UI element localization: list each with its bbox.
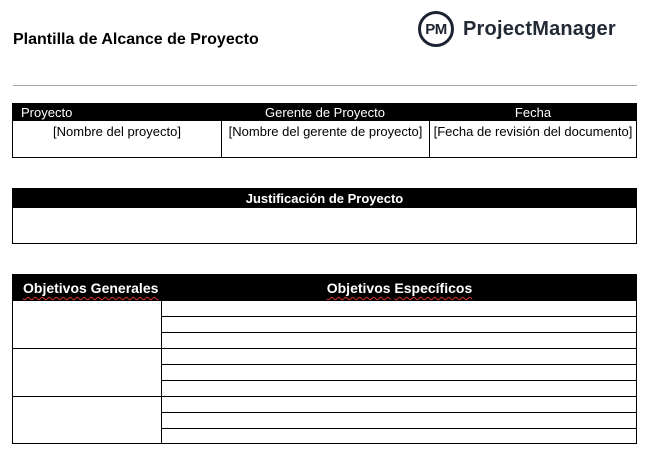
general-objective-cell[interactable] [13,349,161,396]
header-date: Fecha [514,105,552,120]
row-divider [161,332,637,333]
specific-objective-cell[interactable] [162,413,637,428]
project-info-table [12,103,637,158]
header-general-objectives: Objetivos Generales [23,280,159,296]
header-specific-objectives-prefix: Objetivos [326,280,391,296]
row-divider [161,380,637,381]
objectives-table [12,274,637,444]
revision-date-cell[interactable]: [Fecha de revisión del documento] [429,121,636,157]
row-divider [161,428,637,429]
page-title: Plantilla de Alcance de Proyecto [13,31,259,48]
header-divider [13,85,637,86]
objectives-header-row [13,275,636,301]
specific-objective-cell[interactable] [162,349,637,364]
justification-header: Justificación de Proyecto [13,189,636,208]
project-info-header-row [13,104,636,121]
project-manager-cell[interactable]: [Nombre del gerente de proyecto] [221,121,429,157]
justification-cell[interactable] [13,208,636,243]
specific-objective-cell[interactable] [162,317,637,332]
justification-table [12,188,637,244]
specific-objective-cell[interactable] [162,301,637,316]
specific-objective-cell[interactable] [162,381,637,396]
specific-objective-cell[interactable] [162,365,637,380]
pm-logo-icon: PM [418,11,454,47]
specific-objective-cell[interactable] [162,429,637,443]
header-project-manager: Gerente de Proyecto [265,105,385,120]
brand-name: ProjectManager [463,17,616,40]
header-specific-objectives [162,280,637,296]
specific-objective-cell[interactable] [162,397,637,412]
project-name-cell[interactable]: [Nombre del proyecto] [53,124,181,139]
row-divider [161,316,637,317]
general-objective-cell[interactable] [13,397,161,443]
header-project: Proyecto [21,105,73,120]
general-objective-cell[interactable] [13,301,161,349]
brand-logo [418,9,616,49]
header-specific-objectives-word: Específicos [394,280,473,296]
row-divider [161,364,637,365]
row-divider [161,412,637,413]
specific-objective-cell[interactable] [162,333,637,348]
